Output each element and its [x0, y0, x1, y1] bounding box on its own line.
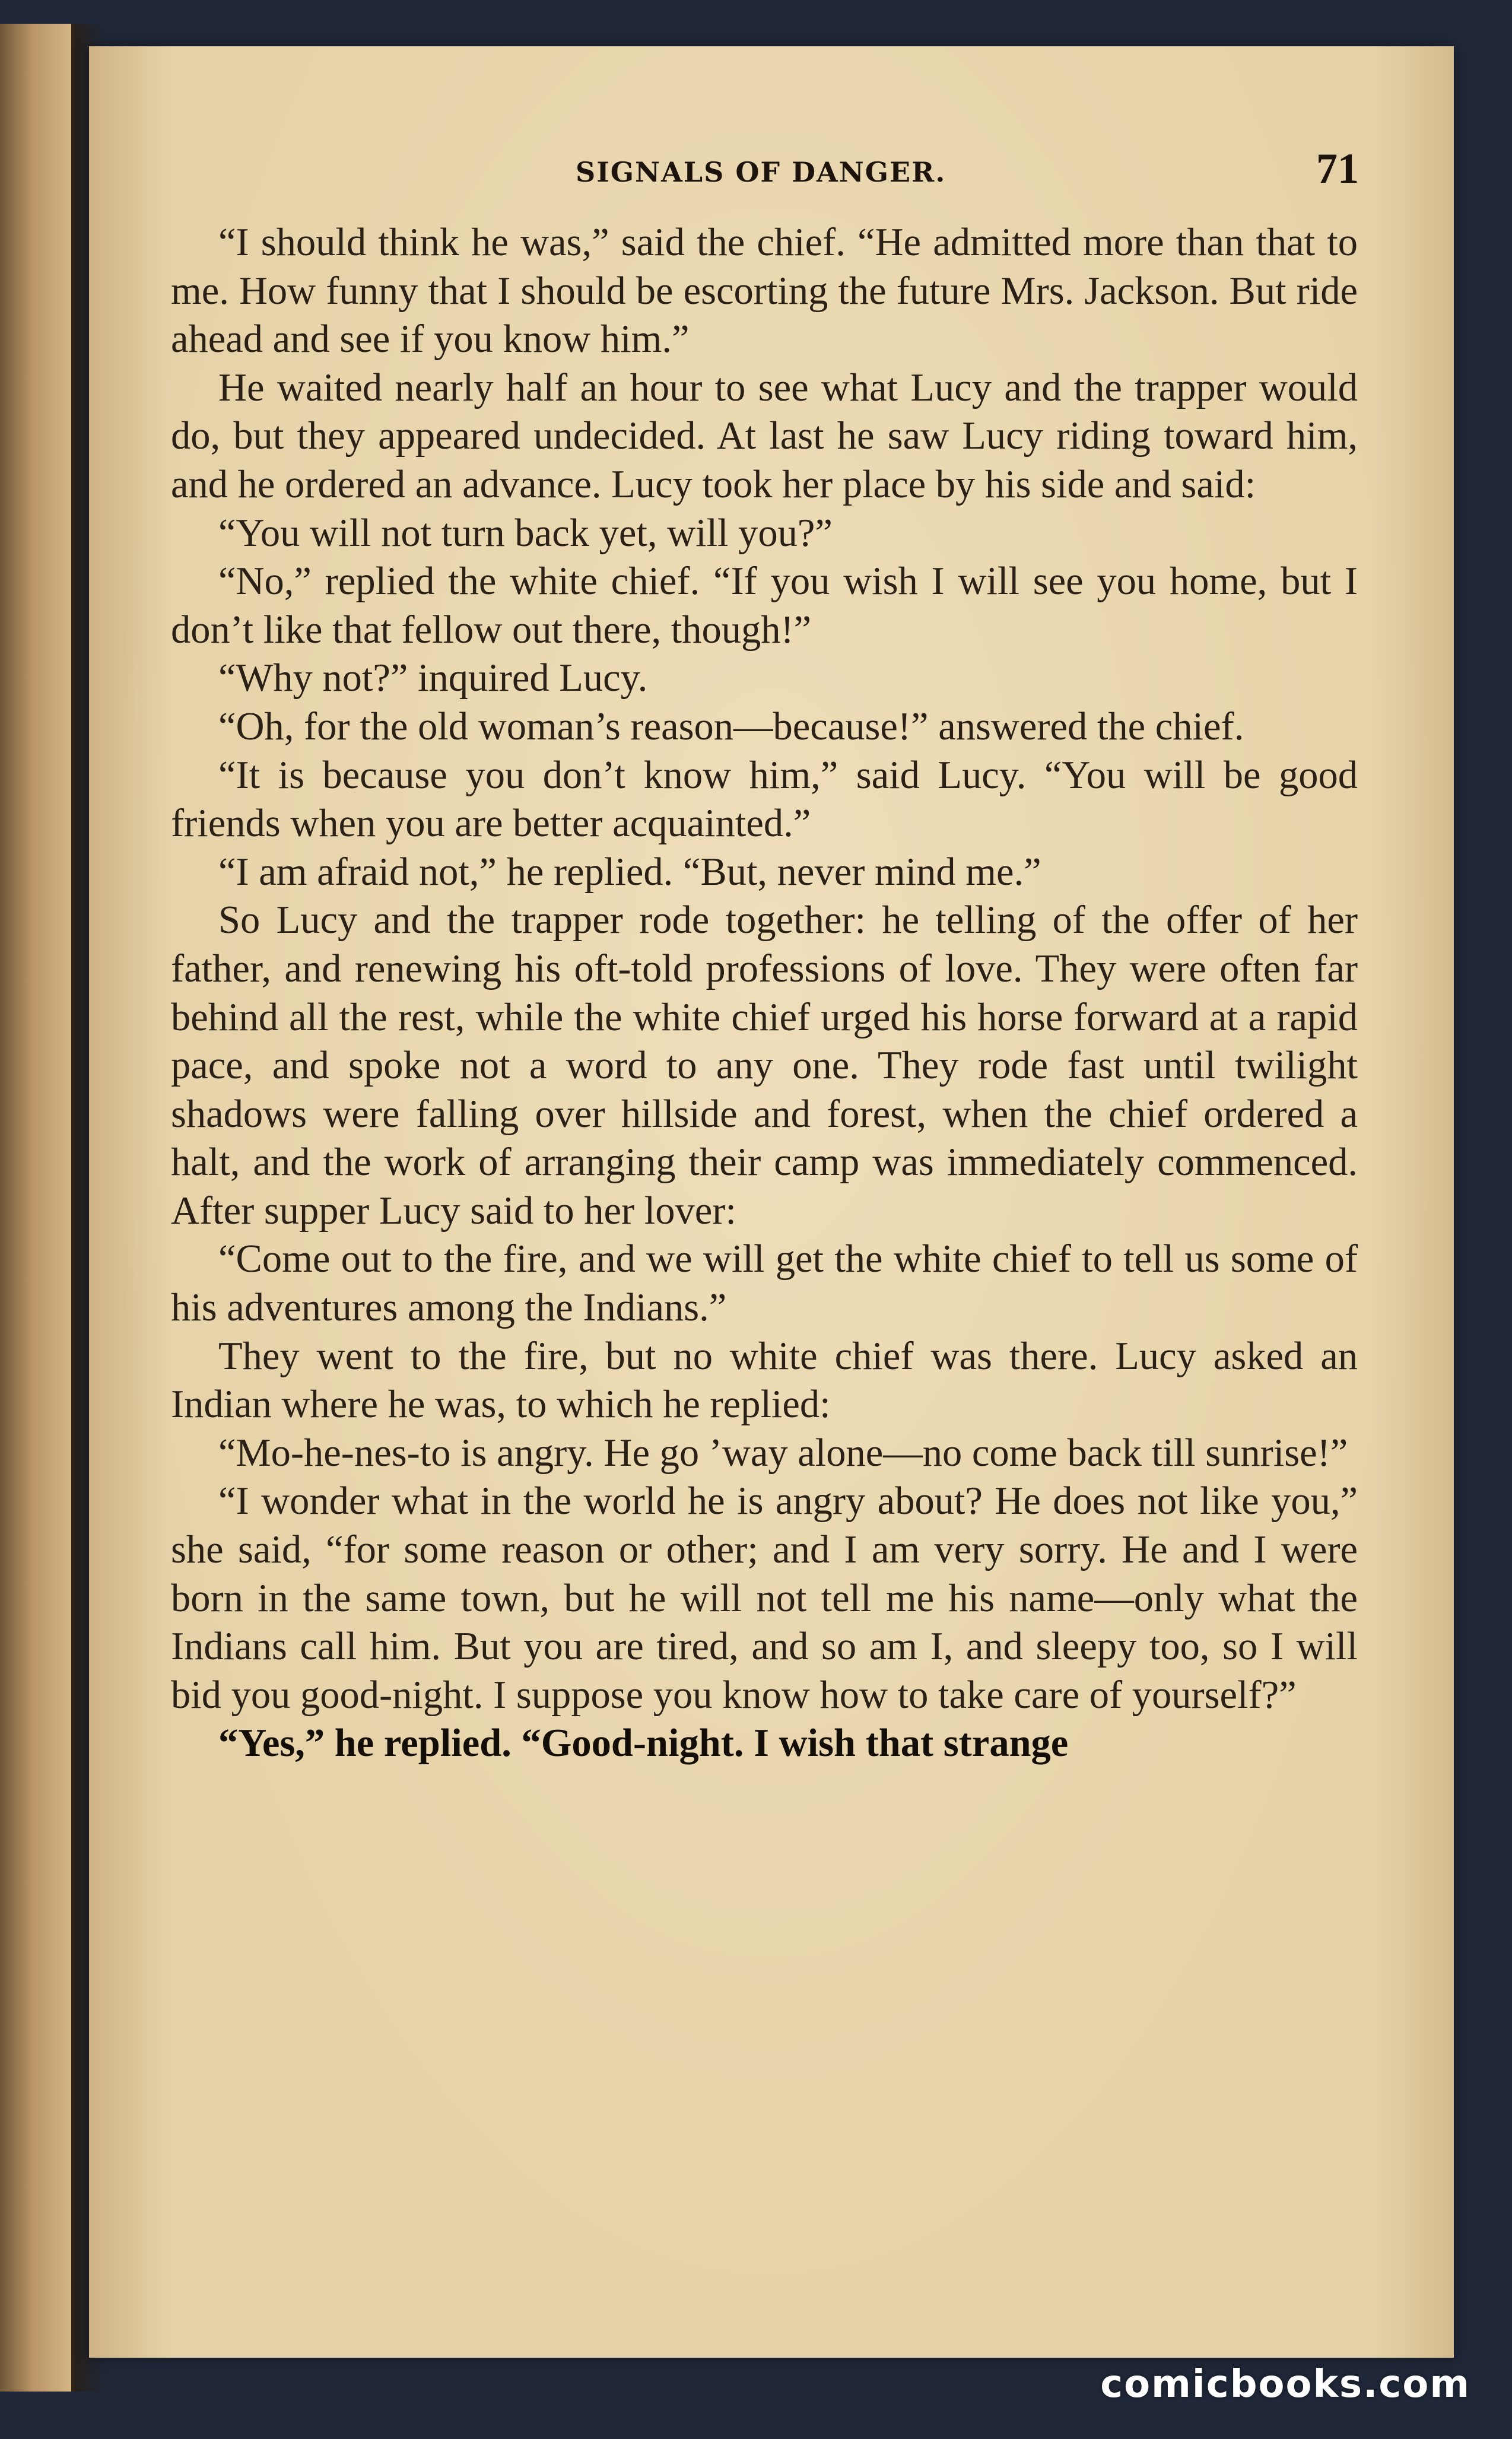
running-head	[89, 132, 1454, 204]
paragraph: “I am afraid not,” he replied. “But, never mind me.”	[218, 850, 1041, 894]
paragraph: “Why not?” inquired Lucy.	[218, 656, 648, 700]
paragraph: “Oh, for the old woman’s reason—because!” answered the chief.	[218, 704, 1244, 748]
paragraph-last-line: “Yes,” he replied. “Good-night. I wish that strange	[218, 1722, 1069, 1765]
paragraph: So Lucy and the trapper rode together: he telling of the offer of her father, and renewing his oft-told professions of love. They were often far behind all the rest, while the white chief urged his horse forward at a rapid pace, and spoke not a word to any one. They rode fast until twilight shadows were falling over hillside and forest, when the chief ordered a halt, and the work of arranging their camp was immediately commenced. After supper Lucy said to her lover:	[171, 898, 1358, 1233]
paragraph: “I should think he was,” said the chief. “He admitted more than that to me. How funny that I should be escorting the future Mrs. Jackson. But ride ahead and see if you know him.”	[171, 221, 1358, 361]
paragraph: “Mo-he-nes-to is angry. He go ’way alone—no come back till sunrise!”	[218, 1431, 1348, 1475]
paragraph: “Come out to the fire, and we will get the white chief to tell us some of his adventures among the Indians.”	[171, 1237, 1358, 1330]
paragraph: He waited nearly half an hour to see what Lucy and the trapper would do, but they appeared undecided. At last he saw Lucy riding toward him, and he ordered an advance. Lucy took her place by his side and said:	[171, 366, 1358, 506]
body-text	[171, 218, 1358, 1768]
page-number: 71	[1316, 145, 1359, 192]
facing-page-edge	[0, 24, 75, 2392]
paragraph: “I wonder what in the world he is angry about? He does not like you,” she said, “for some reason or other; and I am very sorry. He and I were born in the same town, but he will not tell me his name—only what the Indians call him. But you are tired, and so am I, and sleepy too, so I will bid you good-night. I suppose you know how to take care of yourself?”	[171, 1479, 1358, 1717]
book-page	[89, 46, 1454, 2358]
site-watermark: comicbooks.com	[1100, 2362, 1470, 2406]
paragraph: “No,” replied the white chief. “If you wish I will see you home, but I don’t like that fellow out there, though!”	[171, 560, 1358, 652]
running-title: SIGNALS OF DANGER.	[576, 156, 946, 188]
paragraph: They went to the fire, but no white chief was there. Lucy asked an Indian where he was, to which he replied:	[171, 1334, 1358, 1427]
paragraph: “It is because you don’t know him,” said Lucy. “You will be good friends when you are better acquainted.”	[171, 753, 1358, 846]
paragraph: “You will not turn back yet, will you?”	[218, 511, 833, 555]
